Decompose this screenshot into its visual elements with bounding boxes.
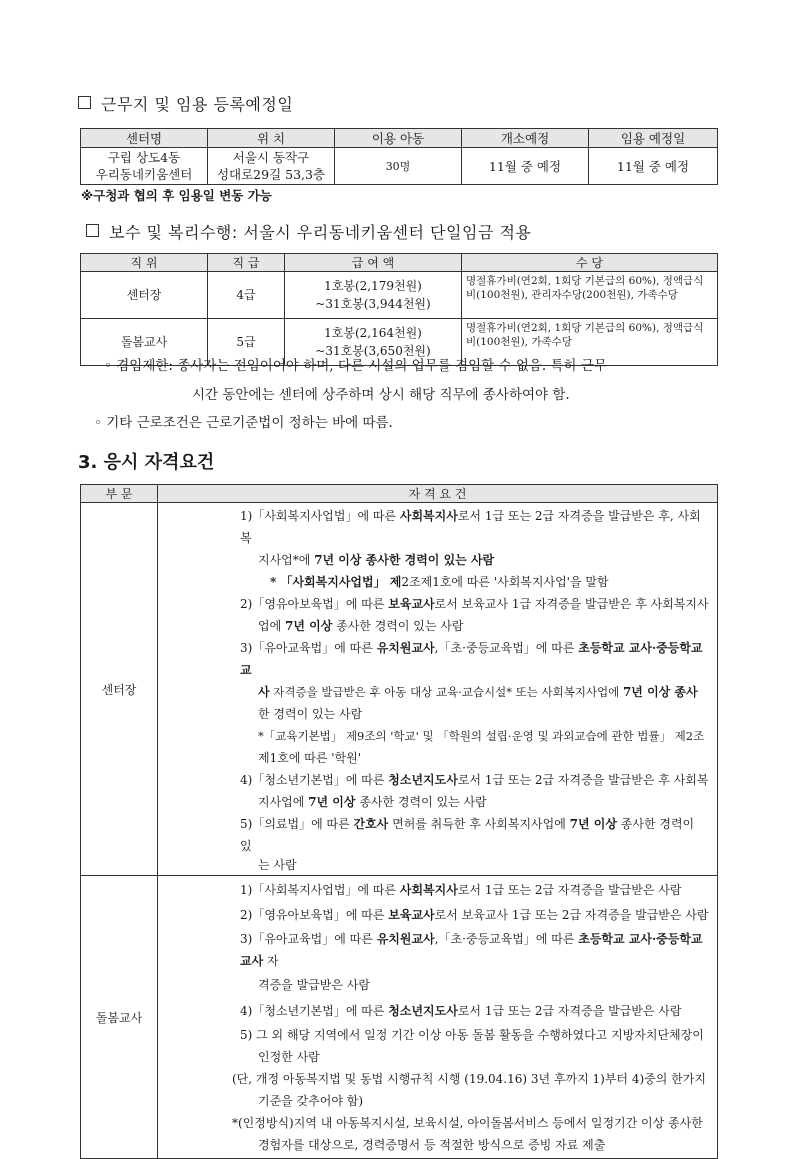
salary-line2: ~31호봉(3,650천원) (315, 344, 431, 358)
text: 5)「의료법」에 따른 (240, 817, 354, 831)
recognition-note (240, 1134, 709, 1156)
text: 1)「사회복지사업법」에 따른 (240, 509, 400, 523)
cell-position: 센터장 (81, 272, 208, 319)
bold-text: 유치원교사 (376, 641, 435, 655)
text: 로서 1급 또는 2급 자격증을 발급받은 사람 (457, 1004, 682, 1018)
text: 인정한 사람 (258, 1050, 320, 1064)
list-item (240, 813, 709, 857)
cell-appointment: 11월 중 예정 (589, 148, 718, 185)
text: ,「초·중등교육법」에 따른 (434, 641, 579, 655)
cell-center-name (81, 148, 208, 185)
list-item (240, 998, 709, 1024)
header-opening: 개소예정 (462, 129, 589, 148)
text: 3)「유아교육법」에 따른 (240, 932, 377, 946)
list-item (240, 769, 709, 791)
pay-heading-text: 보수 및 복리수행: 서울시 우리동네키움센터 단일임금 적용 (109, 223, 532, 242)
category-teacher: 돌봄교사 (81, 876, 158, 1159)
text: ,「초·중등교육법」에 따른 (434, 932, 579, 946)
text: 격증을 발급받은 사람 (258, 978, 370, 992)
workplace-heading (78, 92, 293, 115)
text: 2)「영유아보육법」에 따른 (240, 908, 389, 922)
text: 종사한 경력이 있는 사람 (332, 619, 464, 633)
list-item (240, 549, 709, 571)
text: 종사한 경력이 있는 사람 (355, 795, 487, 809)
text: 한 경력이 있는 사람 (258, 707, 363, 721)
salary-line1: 1호봉(2,164천원) (324, 326, 422, 340)
bold-text: 초등학교 교사·중등학교 교 (240, 641, 703, 677)
list-item-note (240, 747, 709, 769)
text: 로서 보육교사 1급 자격증을 발급받은 후 사회복지사 (434, 597, 709, 611)
table-header-row (81, 129, 718, 148)
cell-location (208, 148, 335, 185)
text: 로서 보육교사 1급 또는 2급 자격증을 발급받은 사람 (434, 908, 709, 922)
text: (단, 개정 아동복지법 및 동법 시행규칙 시행 (19.04.16) 3년 후까지 1)부터 4)중의 한가지 (232, 1072, 706, 1086)
bold-text: 간호사 (353, 817, 389, 831)
header-grade: 직 급 (208, 254, 285, 272)
location-line1: 서울시 동작구 (232, 150, 310, 165)
list-item (240, 1046, 709, 1068)
list-item (240, 791, 709, 813)
teacher-requirements (158, 876, 718, 1159)
list-item (240, 703, 709, 725)
header-salary: 급 여 액 (285, 254, 462, 272)
location-line2: 성대로29길 53,3층 (216, 167, 326, 182)
salary-line2: ~31호봉(3,944천원) (315, 297, 431, 311)
text: 2)「영유아보육법」에 따른 (240, 597, 389, 611)
list-item-note (240, 725, 709, 747)
text: 5) 그 외 해당 지역에서 일정 기간 이상 아동 돌봄 활동을 수행하였다고 지방자치단체장이 (240, 1028, 704, 1042)
bold-text: 보육교사 (388, 597, 435, 611)
bold-text: 7년 이상 (569, 817, 617, 831)
bullet1-line1: ◦ 겸임제한: 종사자는 전임이어야 하며, 다른 시설의 업무를 겸임할 수 없음. 특히 근무 (104, 358, 607, 374)
bold-text: 7년 이상 (285, 619, 333, 633)
cell-benefits: 명절휴가비(연2회, 1회당 기본급의 60%), 정액급식비(100천원), 가족수당 (462, 319, 718, 366)
text: 2조제1호에 따른 '사회복지사업'을 말함 (401, 575, 609, 589)
text: 4)「청소년기본법」에 따른 (240, 1004, 389, 1018)
cell-position: 돌봄교사 (81, 319, 208, 366)
bold-text: 청소년지도사 (388, 773, 458, 787)
list-item (240, 972, 709, 998)
list-item (240, 902, 709, 928)
bold-text: 보육교사 (388, 908, 435, 922)
text: 면허를 취득한 후 사회복지사업에 (388, 817, 570, 831)
bold-text: 사 (258, 685, 270, 699)
text: 제1호에 따른 '학원' (258, 751, 362, 765)
list-item (240, 681, 709, 703)
header-center-name: 센터명 (81, 129, 208, 148)
header-appointment: 임용 예정일 (589, 129, 718, 148)
cell-grade: 5급 (208, 319, 285, 366)
category-director: 센터장 (81, 503, 158, 876)
text: 는 사람 (258, 858, 297, 872)
text: *「교육기본법」 제9조의 '학교' 및 「학원의 설립·운영 및 과외교습에 관한 법률」 제2조 (258, 729, 705, 743)
workplace-note: ※구청과 협의 후 임용일 변동 가능 (81, 188, 272, 203)
bold-text: 사회복지사 (399, 883, 458, 897)
text: *(인정방식)지역 내 아동복지시설, 보육시설, 아이돌봄서비스 등에서 일정기간 이상 종사한 (232, 1116, 703, 1130)
bold-text: 7년 이상 종사한 경력이 있는 사람 (314, 553, 495, 567)
qualification-table (80, 484, 718, 1159)
cell-benefits: 명절휴가비(연2회, 1회당 기본급의 60%), 정액급식비(100천원), 관리자수당(200천원), 가족수당 (462, 272, 718, 319)
text: 4)「청소년기본법」에 따른 (240, 773, 389, 787)
list-item (240, 505, 709, 549)
table-row (81, 876, 718, 1159)
recognition-note (232, 1112, 709, 1134)
list-item (240, 1024, 709, 1046)
checkbox-square-icon (78, 96, 91, 109)
table-row (81, 503, 718, 876)
checkbox-square-icon (86, 224, 99, 237)
text: 지사업에 (258, 795, 309, 809)
center-name-line1: 구립 상도4동 (107, 150, 181, 165)
bold-text: * 「사회복지사업법」 제 (270, 575, 402, 589)
proviso-text (240, 1090, 709, 1112)
text: 3)「유아교육법」에 따른 (240, 641, 377, 655)
list-item-note (240, 571, 709, 593)
text: 지사업*에 (258, 553, 315, 567)
text: 자 (263, 954, 279, 968)
text: 로서 1급 또는 2급 자격증을 발급받은 사람 (457, 883, 682, 897)
text: 경험자를 대상으로, 경력증명서 등 적절한 방식으로 증빙 자료 제출 (258, 1138, 606, 1152)
text: 업에 (258, 619, 285, 633)
list-item (240, 857, 709, 873)
text: 로서 1급 또는 2급 자격증을 발급받은 후, 사회복 (240, 509, 701, 545)
pay-table (80, 253, 718, 366)
bold-text: 유치원교사 (376, 932, 435, 946)
header-position: 직 위 (81, 254, 208, 272)
header-children: 이용 아동 (335, 129, 462, 148)
text: 1)「사회복지사업법」에 따른 (240, 883, 400, 897)
bullet1-line2: 시간 동안에는 센터에 상주하며 상시 해당 직무에 종사하여야 함. (192, 387, 570, 403)
text: 종사한 경력이 있 (240, 817, 695, 853)
center-name-line2: 우리동네키움센터 (95, 167, 193, 182)
workplace-table (80, 128, 718, 185)
other-conditions-bullet: ◦ 기타 근로조건은 근로기준법이 정하는 바에 따름. (94, 415, 393, 431)
text: 자격증을 발급받은 후 아동 대상 교육·교습시설* 또는 사회복지사업에 (269, 685, 623, 699)
table-row (81, 272, 718, 319)
list-item (240, 928, 709, 972)
header-requirements: 자 격 요 건 (158, 485, 718, 503)
text: 로서 1급 또는 2급 자격증을 발급받은 후 사회복 (457, 773, 709, 787)
header-category: 부 문 (81, 485, 158, 503)
cell-children: 30명 (335, 148, 462, 185)
table-header-row (81, 254, 718, 272)
table-row (81, 148, 718, 185)
list-item (240, 615, 709, 637)
list-item (240, 593, 709, 615)
header-location: 위 치 (208, 129, 335, 148)
text: 기준을 갖추어야 함) (258, 1094, 364, 1108)
cell-opening: 11월 중 예정 (462, 148, 589, 185)
list-item (240, 878, 709, 902)
bold-text: 사회복지사 (399, 509, 458, 523)
bold-text: 청소년지도사 (388, 1004, 458, 1018)
proviso-text (232, 1068, 709, 1090)
pay-heading (86, 220, 531, 243)
table-header-row (81, 485, 718, 503)
director-requirements (158, 503, 718, 876)
salary-line1: 1호봉(2,179천원) (324, 279, 422, 293)
bold-text: 초등학교 교사·중등학교 교사 (240, 932, 703, 968)
bold-text: 7년 이상 (308, 795, 356, 809)
list-item (240, 637, 709, 681)
cell-salary (285, 272, 462, 319)
cell-grade: 4급 (208, 272, 285, 319)
concurrent-duty-bullet (104, 352, 734, 410)
header-benefits: 수 당 (462, 254, 718, 272)
qualification-heading: 3. 응시 자격요건 (78, 452, 215, 473)
workplace-heading-text: 근무지 및 임용 등록예정일 (101, 95, 294, 114)
bold-text: 7년 이상 종사 (622, 685, 698, 699)
